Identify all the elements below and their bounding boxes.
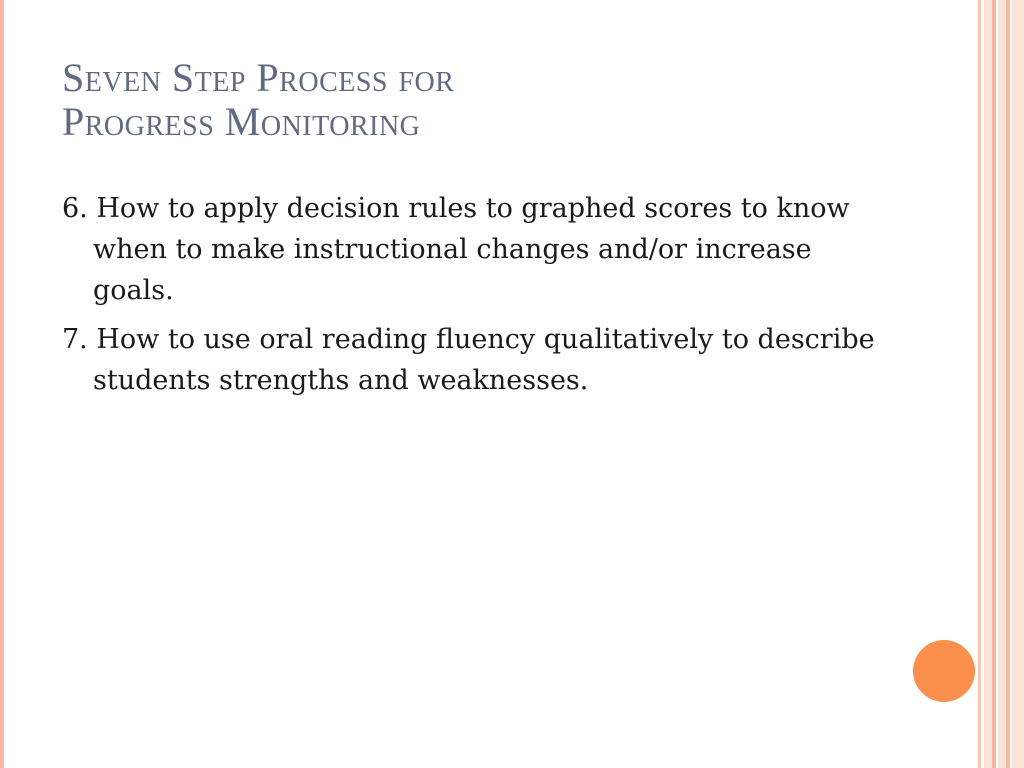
left-border [0, 0, 4, 768]
decorative-stripe [1012, 0, 1024, 768]
decorative-stripe [984, 0, 992, 768]
decorative-stripe [992, 0, 996, 768]
accent-circle [913, 640, 975, 702]
title-line-1: Seven Step Process for [62, 55, 455, 100]
list-item: 7. How to use oral reading fluency qualitatively to describe students strengths and weaknesses. [62, 324, 875, 396]
slide-title [62, 56, 922, 144]
decorative-stripe [978, 0, 981, 768]
title-line-2: Progress Monitoring [62, 99, 421, 144]
decorative-stripe [998, 0, 1006, 768]
decorative-stripe [1006, 0, 1010, 768]
slide-body [62, 188, 892, 409]
list-item: 6. How to apply decision rules to graphed scores to know when to make instructional changes and/or increase goals. [62, 193, 850, 306]
